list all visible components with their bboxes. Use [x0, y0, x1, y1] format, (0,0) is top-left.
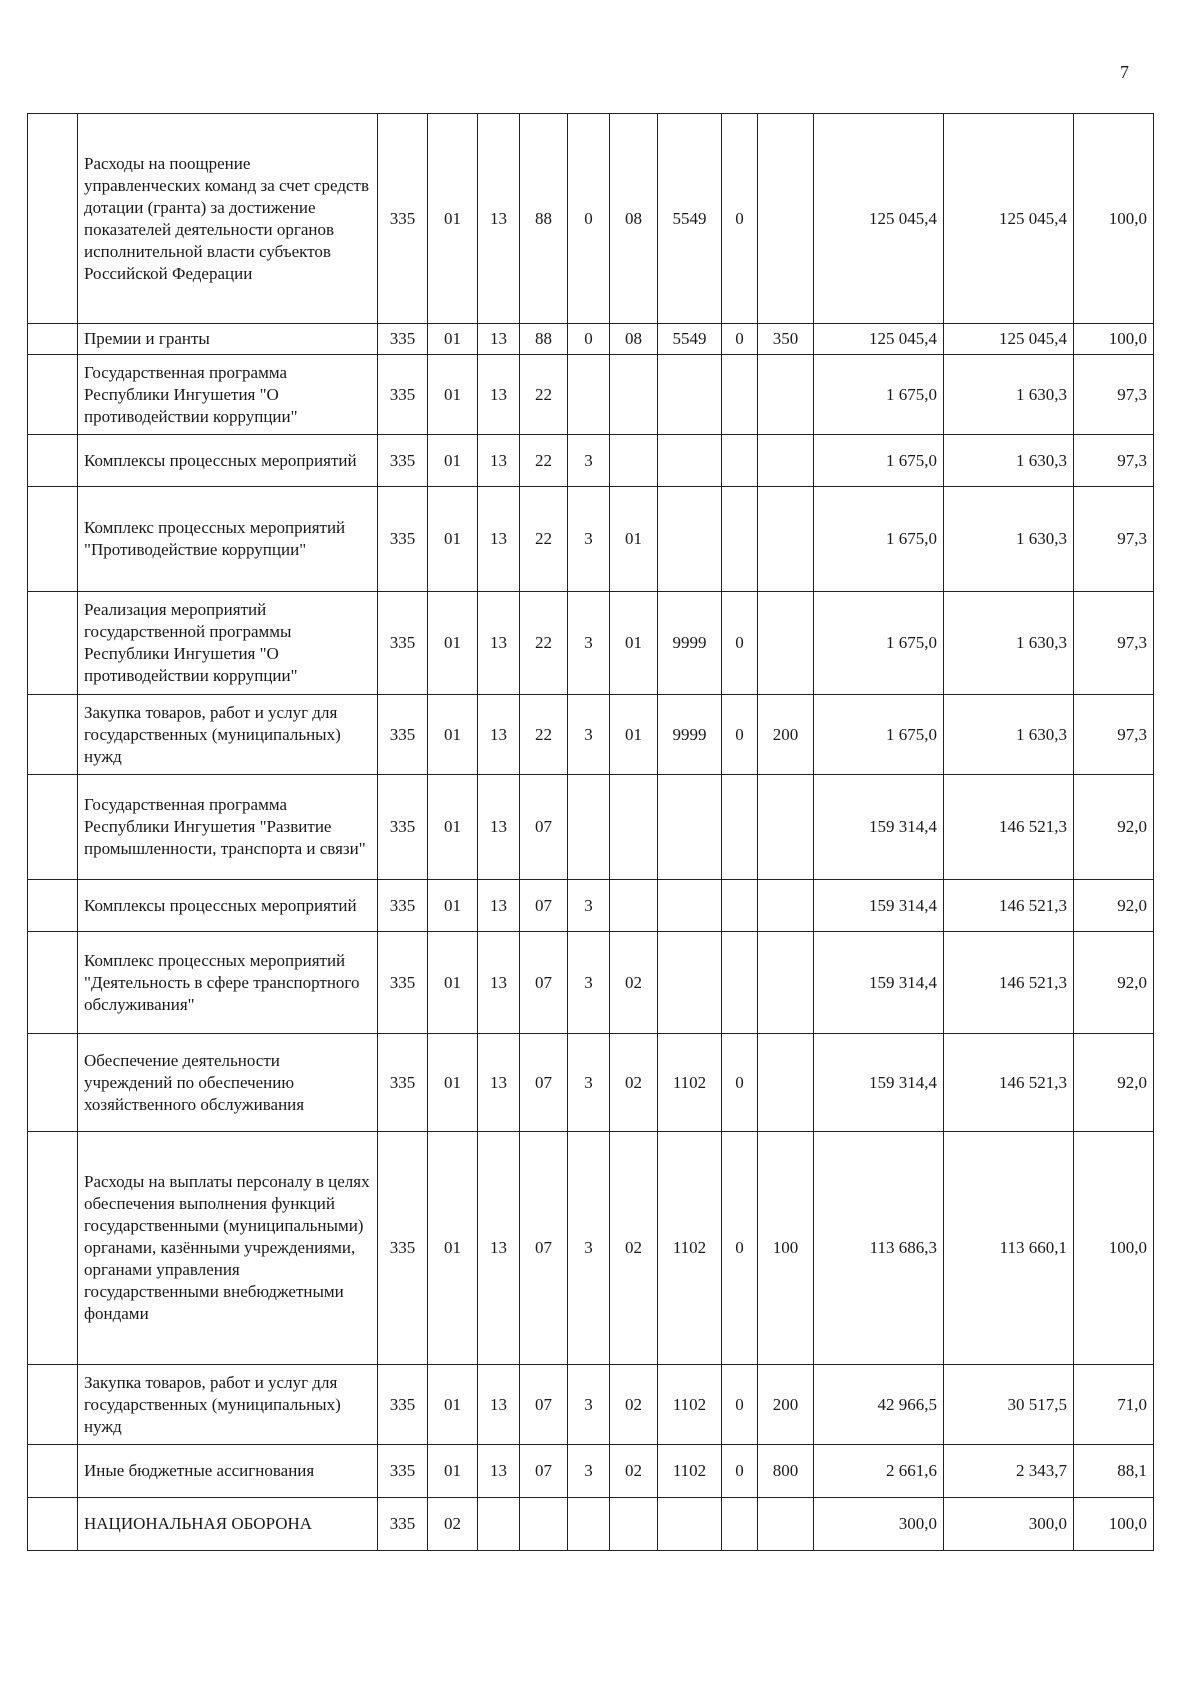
code-main-activity — [610, 355, 658, 435]
executed-amount: 2 343,7 — [944, 1445, 1074, 1498]
code-direction — [658, 1498, 722, 1551]
execution-percent: 97,3 — [1074, 355, 1154, 435]
code-main-activity — [610, 435, 658, 487]
blank-cell — [28, 775, 78, 880]
item-name: Комплекс процессных мероприятий "Противодействие коррупции" — [78, 487, 378, 592]
code-subprogram: 3 — [568, 695, 610, 775]
item-name: Комплексы процессных мероприятий — [78, 435, 378, 487]
code-expense-type — [758, 775, 814, 880]
code-direction-suffix: 0 — [722, 114, 758, 324]
code-subsection: 13 — [478, 1034, 520, 1132]
code-subprogram: 3 — [568, 880, 610, 932]
code-admin: 335 — [378, 1365, 428, 1445]
code-subprogram: 3 — [568, 1034, 610, 1132]
execution-percent: 92,0 — [1074, 775, 1154, 880]
blank-cell — [28, 880, 78, 932]
code-subprogram: 0 — [568, 114, 610, 324]
code-section: 01 — [428, 1365, 478, 1445]
code-subsection: 13 — [478, 932, 520, 1034]
execution-percent: 97,3 — [1074, 592, 1154, 695]
code-direction — [658, 435, 722, 487]
code-expense-type — [758, 487, 814, 592]
code-section: 01 — [428, 355, 478, 435]
blank-cell — [28, 1498, 78, 1551]
execution-percent: 100,0 — [1074, 114, 1154, 324]
code-direction-suffix — [722, 355, 758, 435]
executed-amount: 146 521,3 — [944, 775, 1074, 880]
blank-cell — [28, 355, 78, 435]
code-direction: 5549 — [658, 114, 722, 324]
code-admin: 335 — [378, 1034, 428, 1132]
table-row — [28, 1365, 1154, 1445]
table-row — [28, 775, 1154, 880]
code-main-activity — [610, 1498, 658, 1551]
code-direction — [658, 880, 722, 932]
code-section: 01 — [428, 1034, 478, 1132]
code-direction-suffix: 0 — [722, 695, 758, 775]
planned-amount: 42 966,5 — [814, 1365, 944, 1445]
executed-amount: 146 521,3 — [944, 932, 1074, 1034]
execution-percent: 92,0 — [1074, 1034, 1154, 1132]
code-section: 01 — [428, 114, 478, 324]
code-expense-type: 800 — [758, 1445, 814, 1498]
execution-percent: 88,1 — [1074, 1445, 1154, 1498]
code-admin: 335 — [378, 324, 428, 355]
code-direction: 1102 — [658, 1365, 722, 1445]
item-name: Обеспечение деятельности учреждений по обеспечению хозяйственного обслуживания — [78, 1034, 378, 1132]
code-direction: 1102 — [658, 1445, 722, 1498]
code-expense-type — [758, 355, 814, 435]
table-row — [28, 435, 1154, 487]
code-expense-type: 100 — [758, 1132, 814, 1365]
code-admin: 335 — [378, 880, 428, 932]
code-direction — [658, 775, 722, 880]
code-expense-type: 200 — [758, 1365, 814, 1445]
executed-amount: 1 630,3 — [944, 695, 1074, 775]
planned-amount: 1 675,0 — [814, 695, 944, 775]
execution-percent: 92,0 — [1074, 932, 1154, 1034]
executed-amount: 113 660,1 — [944, 1132, 1074, 1365]
blank-cell — [28, 1445, 78, 1498]
code-expense-type — [758, 114, 814, 324]
code-section: 01 — [428, 775, 478, 880]
code-admin: 335 — [378, 592, 428, 695]
code-direction — [658, 932, 722, 1034]
code-expense-type — [758, 932, 814, 1034]
table-row — [28, 592, 1154, 695]
executed-amount: 146 521,3 — [944, 880, 1074, 932]
item-name: Государственная программа Республики Ингушетия "Развитие промышленности, транспорта и связи" — [78, 775, 378, 880]
code-admin: 335 — [378, 487, 428, 592]
item-name: Иные бюджетные ассигнования — [78, 1445, 378, 1498]
execution-percent: 71,0 — [1074, 1365, 1154, 1445]
code-admin: 335 — [378, 932, 428, 1034]
planned-amount: 2 661,6 — [814, 1445, 944, 1498]
executed-amount: 30 517,5 — [944, 1365, 1074, 1445]
execution-percent: 97,3 — [1074, 695, 1154, 775]
code-direction-suffix — [722, 932, 758, 1034]
code-direction — [658, 355, 722, 435]
code-admin: 335 — [378, 1445, 428, 1498]
table-row — [28, 324, 1154, 355]
code-direction: 1102 — [658, 1034, 722, 1132]
code-admin: 335 — [378, 114, 428, 324]
blank-cell — [28, 1132, 78, 1365]
execution-percent: 100,0 — [1074, 1132, 1154, 1365]
code-subprogram: 3 — [568, 1365, 610, 1445]
code-direction — [658, 487, 722, 592]
code-direction-suffix: 0 — [722, 1034, 758, 1132]
code-subprogram: 3 — [568, 435, 610, 487]
blank-cell — [28, 592, 78, 695]
code-subsection: 13 — [478, 487, 520, 592]
code-subprogram: 3 — [568, 1132, 610, 1365]
table-row — [28, 487, 1154, 592]
code-section: 01 — [428, 1445, 478, 1498]
code-subsection — [478, 1498, 520, 1551]
item-name: Государственная программа Республики Ингушетия "О противодействии коррупции" — [78, 355, 378, 435]
code-subprogram — [568, 1498, 610, 1551]
code-expense-type — [758, 880, 814, 932]
table-row — [28, 695, 1154, 775]
code-subsection: 13 — [478, 324, 520, 355]
blank-cell — [28, 695, 78, 775]
code-program: 22 — [520, 355, 568, 435]
planned-amount: 1 675,0 — [814, 592, 944, 695]
code-subsection: 13 — [478, 355, 520, 435]
code-expense-type: 200 — [758, 695, 814, 775]
code-main-activity: 02 — [610, 932, 658, 1034]
code-admin: 335 — [378, 355, 428, 435]
code-direction-suffix — [722, 775, 758, 880]
code-program — [520, 1498, 568, 1551]
executed-amount: 300,0 — [944, 1498, 1074, 1551]
blank-cell — [28, 1365, 78, 1445]
code-direction-suffix: 0 — [722, 592, 758, 695]
code-section: 01 — [428, 880, 478, 932]
item-name: Премии и гранты — [78, 324, 378, 355]
budget-table — [27, 113, 1154, 1551]
table-row — [28, 1445, 1154, 1498]
code-section: 01 — [428, 435, 478, 487]
code-expense-type — [758, 1498, 814, 1551]
execution-percent: 100,0 — [1074, 324, 1154, 355]
code-direction-suffix — [722, 1498, 758, 1551]
code-section: 01 — [428, 932, 478, 1034]
code-direction-suffix — [722, 435, 758, 487]
code-section: 01 — [428, 324, 478, 355]
code-admin: 335 — [378, 435, 428, 487]
code-program: 22 — [520, 487, 568, 592]
code-subsection: 13 — [478, 435, 520, 487]
budget-table-body — [28, 114, 1154, 1551]
code-admin: 335 — [378, 1498, 428, 1551]
code-subsection: 13 — [478, 1365, 520, 1445]
code-direction-suffix — [722, 487, 758, 592]
code-direction-suffix: 0 — [722, 1445, 758, 1498]
code-direction: 1102 — [658, 1132, 722, 1365]
code-main-activity: 01 — [610, 487, 658, 592]
code-subsection: 13 — [478, 1445, 520, 1498]
blank-cell — [28, 435, 78, 487]
code-subsection: 13 — [478, 695, 520, 775]
code-program: 22 — [520, 435, 568, 487]
code-program: 07 — [520, 1034, 568, 1132]
item-name: Комплексы процессных мероприятий — [78, 880, 378, 932]
code-main-activity — [610, 775, 658, 880]
code-main-activity: 01 — [610, 592, 658, 695]
code-main-activity — [610, 880, 658, 932]
code-section: 01 — [428, 695, 478, 775]
execution-percent: 97,3 — [1074, 487, 1154, 592]
code-subsection: 13 — [478, 592, 520, 695]
planned-amount: 125 045,4 — [814, 114, 944, 324]
code-subsection: 13 — [478, 114, 520, 324]
executed-amount: 146 521,3 — [944, 1034, 1074, 1132]
code-main-activity: 02 — [610, 1445, 658, 1498]
planned-amount: 1 675,0 — [814, 355, 944, 435]
code-direction-suffix: 0 — [722, 324, 758, 355]
code-direction-suffix: 0 — [722, 1132, 758, 1365]
planned-amount: 159 314,4 — [814, 1034, 944, 1132]
code-program: 88 — [520, 114, 568, 324]
code-subprogram: 3 — [568, 932, 610, 1034]
item-name: Закупка товаров, работ и услуг для государственных (муниципальных) нужд — [78, 695, 378, 775]
executed-amount: 125 045,4 — [944, 114, 1074, 324]
item-name: Реализация мероприятий государственной программы Республики Ингушетия "О противодействии коррупции" — [78, 592, 378, 695]
code-subprogram: 0 — [568, 324, 610, 355]
code-program: 07 — [520, 1365, 568, 1445]
code-subsection: 13 — [478, 1132, 520, 1365]
planned-amount: 113 686,3 — [814, 1132, 944, 1365]
code-admin: 335 — [378, 1132, 428, 1365]
table-row — [28, 114, 1154, 324]
code-section: 01 — [428, 592, 478, 695]
planned-amount: 159 314,4 — [814, 775, 944, 880]
code-subsection: 13 — [478, 775, 520, 880]
blank-cell — [28, 324, 78, 355]
item-name: Комплекс процессных мероприятий "Деятельность в сфере транспортного обслуживания" — [78, 932, 378, 1034]
planned-amount: 1 675,0 — [814, 435, 944, 487]
table-row — [28, 355, 1154, 435]
item-name: Расходы на поощрение управленческих команд за счет средств дотации (гранта) за достижение показателей деятельности органов исполнительной власти субъектов Российской Федерации — [78, 114, 378, 324]
planned-amount: 300,0 — [814, 1498, 944, 1551]
code-subprogram: 3 — [568, 487, 610, 592]
code-program: 07 — [520, 932, 568, 1034]
blank-cell — [28, 114, 78, 324]
code-main-activity: 02 — [610, 1365, 658, 1445]
code-direction-suffix: 0 — [722, 1365, 758, 1445]
code-program: 07 — [520, 1132, 568, 1365]
code-section: 01 — [428, 1132, 478, 1365]
executed-amount: 1 630,3 — [944, 487, 1074, 592]
code-subsection: 13 — [478, 880, 520, 932]
table-row — [28, 1498, 1154, 1551]
code-expense-type: 350 — [758, 324, 814, 355]
code-direction: 9999 — [658, 592, 722, 695]
code-admin: 335 — [378, 775, 428, 880]
blank-cell — [28, 1034, 78, 1132]
code-program: 22 — [520, 695, 568, 775]
code-subprogram — [568, 775, 610, 880]
code-admin: 335 — [378, 695, 428, 775]
code-main-activity: 08 — [610, 114, 658, 324]
code-main-activity: 01 — [610, 695, 658, 775]
code-main-activity: 02 — [610, 1132, 658, 1365]
code-subprogram: 3 — [568, 592, 610, 695]
executed-amount: 1 630,3 — [944, 435, 1074, 487]
execution-percent: 92,0 — [1074, 880, 1154, 932]
code-program: 07 — [520, 880, 568, 932]
code-expense-type — [758, 592, 814, 695]
code-expense-type — [758, 435, 814, 487]
executed-amount: 125 045,4 — [944, 324, 1074, 355]
table-row — [28, 1034, 1154, 1132]
planned-amount: 159 314,4 — [814, 932, 944, 1034]
code-main-activity: 08 — [610, 324, 658, 355]
blank-cell — [28, 487, 78, 592]
code-direction: 9999 — [658, 695, 722, 775]
page-number: 7 — [1120, 62, 1129, 82]
code-direction-suffix — [722, 880, 758, 932]
execution-percent: 97,3 — [1074, 435, 1154, 487]
code-subprogram: 3 — [568, 1445, 610, 1498]
table-row — [28, 932, 1154, 1034]
code-program: 22 — [520, 592, 568, 695]
planned-amount: 159 314,4 — [814, 880, 944, 932]
code-program: 88 — [520, 324, 568, 355]
code-program: 07 — [520, 775, 568, 880]
code-direction: 5549 — [658, 324, 722, 355]
planned-amount: 125 045,4 — [814, 324, 944, 355]
execution-percent: 100,0 — [1074, 1498, 1154, 1551]
code-main-activity: 02 — [610, 1034, 658, 1132]
planned-amount: 1 675,0 — [814, 487, 944, 592]
item-name: НАЦИОНАЛЬНАЯ ОБОРОНА — [78, 1498, 378, 1551]
code-program: 07 — [520, 1445, 568, 1498]
table-row — [28, 880, 1154, 932]
item-name: Закупка товаров, работ и услуг для государственных (муниципальных) нужд — [78, 1365, 378, 1445]
item-name: Расходы на выплаты персоналу в целях обеспечения выполнения функций государственными (муниципальными) органами, казёнными учреждениями, органами управления государственными внебюджетными фондами — [78, 1132, 378, 1365]
code-expense-type — [758, 1034, 814, 1132]
executed-amount: 1 630,3 — [944, 592, 1074, 695]
code-section: 01 — [428, 487, 478, 592]
executed-amount: 1 630,3 — [944, 355, 1074, 435]
code-section: 02 — [428, 1498, 478, 1551]
table-row — [28, 1132, 1154, 1365]
code-subprogram — [568, 355, 610, 435]
blank-cell — [28, 932, 78, 1034]
